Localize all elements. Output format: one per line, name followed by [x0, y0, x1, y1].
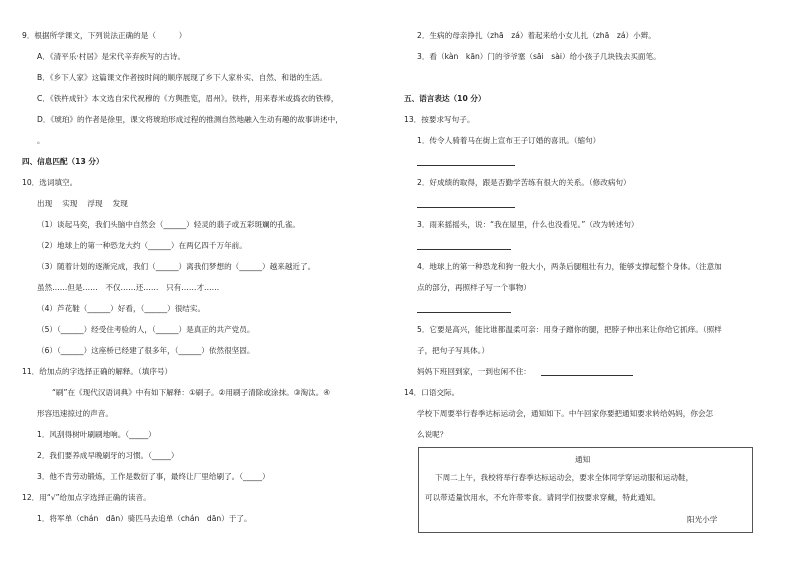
q13-item-5: 5．它要是高兴，能比谁都温柔可亲：用身子蹭你的腿，把脖子伸出来让你给它抓痒。（照样 — [417, 325, 722, 334]
q13-answer-line-5[interactable] — [541, 375, 633, 376]
q13-item-1: 1．传令人骑着马在街上宣布王子订婚的喜讯。（缩句） — [417, 136, 601, 145]
q10-item-6: （6）（______）这座桥已经建了很多年，（______）依然很坚固。 — [37, 346, 255, 355]
q12-item-1: 1．将军单（chán dān）骑匹马去追单（chán dān）于了。 — [37, 514, 252, 523]
q13-item-5-cont: 子，把句子写具体。） — [417, 346, 490, 355]
q9-option-d: D．《琥珀》的作者是徐里，课文将琥珀形成过程的推测自然地融入生动有趣的故事讲述中， — [37, 115, 343, 124]
q13-answer-line-1[interactable] — [417, 165, 515, 166]
q10-item-4: （4）芦花鞋（______）好看，（______）很结实。 — [37, 304, 206, 313]
q9-option-b: B．《乡下人家》这篇课文作者按时间的顺序展现了乡下人家朴实、自然、和谐的生活。 — [37, 73, 327, 82]
q14-stem: 14．口语交际。 — [404, 388, 460, 397]
q10-conjunction-bank: 虽然……但是…… 不仅……还…… 只有……才…… — [37, 283, 220, 292]
q13-stem: 13．按要求写句子。 — [404, 115, 475, 124]
q13-answer-line-3[interactable] — [417, 249, 511, 250]
q10-word-bank — [37, 200, 128, 208]
section4-title: 四、信息匹配（13 分） — [22, 157, 104, 166]
word-2: 实现 — [62, 199, 78, 208]
q10-item-3: （3）随着计划的逐渐完成，我们（______）离我们梦想的（______）越来越近了。 — [37, 262, 316, 271]
q13-item-4: 4．地球上的第一种恐龙和狗一般大小，两条后腿粗壮有力，能够支撑起整个身体。（注意加 — [417, 262, 722, 271]
q12-item-3: 3．看（kàn kān）门的爷爷塞（sāi sài）给小孩子几块钱去买面笔。 — [417, 52, 661, 61]
q11-item-3: 3．他不肯劳动锻炼，工作是数衍了事，最终让厂里给刷了。（_____） — [37, 472, 270, 481]
q10-item-2: （2）地球上的第一种恐龙大约（______）在两亿四千万年前。 — [37, 241, 247, 250]
q11-desc-line2: 形容迅速掠过的声音。 — [37, 409, 113, 418]
q12-item-2: 2．生病的母亲挣扎（zhā zá）着起来给小女儿扎（zhā zá）小辫。 — [417, 31, 656, 40]
notice-box — [418, 447, 753, 533]
q10-item-5: （5）（______）经受住考验的人，（______）是真正的共产党员。 — [37, 325, 255, 334]
q13-item-3: 3．雨来摇摇头，说：“我在屋里，什么也没看见。”（改为转述句） — [417, 220, 639, 229]
q10-stem: 10．选词填空。 — [22, 178, 78, 187]
q13-answer-line-2[interactable] — [417, 207, 515, 208]
q14-desc-line1: 学校下周要举行春季达标运动会，通知如下。中午回家你要把通知要求转给妈妈，你会怎 — [417, 409, 714, 418]
q11-desc-line1: “刷”在《现代汉语词典》中有如下解释：①刷子。②用刷子清除或涂抹。③淘汰。④ — [52, 388, 331, 397]
q9-option-a: A．《清平乐·村居》是宋代辛弃疾写的古诗。 — [37, 52, 186, 61]
q13-item-2: 2．好成绩的取得，跟是否勤学苦练有很大的关系。（修改病句） — [417, 178, 631, 187]
notice-signature: 阳光小学 — [687, 515, 718, 524]
notice-body-line1: 下周二上午，我校将举行春季达标运动会，要求全体同学穿运动服和运动鞋， — [435, 473, 694, 482]
q10-item-1: （1）谈起马奕，我们头脑中自然会（______）轻灵的翡子或五彩斑斓的孔雀。 — [37, 220, 301, 229]
q12-stem: 12．用“√”给加点字选择正确的读音。 — [22, 493, 151, 502]
notice-title: 通知 — [575, 455, 591, 464]
q9-option-c: C．《铁杵成针》本文选自宋代祝穆的《方舆胜览，眉州》。铁杵，用来春米或捣衣的铁棒， — [37, 94, 339, 103]
q11-item-1: 1．风刮得树叶刷刷地响。（_____） — [37, 430, 156, 439]
q13-item-5-prompt: 妈妈下班回到家，一到也闲不住： — [417, 367, 531, 376]
q11-stem: 11．给加点的字选择正确的解释。（填序号） — [22, 367, 173, 376]
q11-item-2: 2．我们要养成早晚刷牙的习惯。（_____） — [37, 451, 179, 460]
q13-item-4-cont: 点的部分，再照样子写一个事物） — [417, 283, 531, 292]
word-3: 浮现 — [87, 199, 103, 208]
notice-body-line2: 可以带适量饮用水，不允许带零食。请同学们按要求穿戴，特此通知。 — [425, 493, 661, 502]
q9-option-tail: 。 — [37, 136, 45, 145]
q9-stem: 9．根据所学课文，下列说法正确的是（ ） — [22, 31, 187, 40]
q13-answer-line-4[interactable] — [417, 312, 511, 313]
word-4: 发现 — [112, 199, 128, 208]
word-1: 出现 — [37, 199, 53, 208]
section5-title: 五、语言表达（10 分） — [404, 94, 486, 103]
q14-desc-line2: 么说呢？ — [417, 430, 448, 439]
